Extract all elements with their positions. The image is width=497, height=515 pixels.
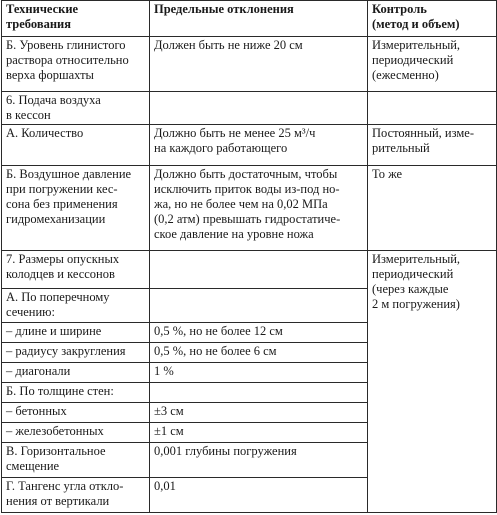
deviation-cell: ±3 см bbox=[150, 403, 368, 423]
deviation-cell: Должно быть достаточным, чтобы исключить приток воды из-под но- жа, но не более чем на 0,02 МПа (0,2 атм) превышать гидростатиче- ское давление на уровне ножа bbox=[150, 166, 368, 251]
table-row bbox=[2, 37, 497, 92]
deviation-cell bbox=[150, 383, 368, 403]
requirement-cell: Б. Уровень глинистого раствора относительно верха форшахты bbox=[2, 37, 150, 92]
deviation-cell: 0,01 bbox=[150, 478, 368, 513]
deviation-cell: 0,5 %, но не более 6 см bbox=[150, 343, 368, 363]
requirement-cell: – длине и ширине bbox=[2, 323, 150, 343]
requirement-cell: – радиусу закругления bbox=[2, 343, 150, 363]
deviation-cell bbox=[150, 92, 368, 125]
requirement-cell: Г. Тангенс угла откло- нения от вертикали bbox=[2, 478, 150, 513]
control-cell: Постоянный, изме- рительный bbox=[368, 125, 497, 166]
deviation-cell: Должно быть не менее 25 м³/ч на каждого работающего bbox=[150, 125, 368, 166]
requirement-cell: 7. Размеры опускных колодцев и кессонов bbox=[2, 251, 150, 289]
deviation-cell: 1 % bbox=[150, 363, 368, 383]
table-row bbox=[2, 92, 497, 125]
control-cell bbox=[368, 92, 497, 125]
deviation-cell bbox=[150, 289, 368, 323]
requirement-cell: Б. Воздушное давление при погружении кес- сона без применения гидромеханизации bbox=[2, 166, 150, 251]
deviation-cell: 0,001 глубины погружения bbox=[150, 443, 368, 478]
deviation-cell: Должен быть не ниже 20 см bbox=[150, 37, 368, 92]
table-row bbox=[2, 125, 497, 166]
requirement-cell: – диагонали bbox=[2, 363, 150, 383]
requirement-cell: А. Количество bbox=[2, 125, 150, 166]
header-row bbox=[2, 1, 497, 37]
requirement-cell: – бетонных bbox=[2, 403, 150, 423]
table-row bbox=[2, 251, 497, 289]
requirement-cell: А. По поперечному сечению: bbox=[2, 289, 150, 323]
requirement-cell: 6. Подача воздуха в кессон bbox=[2, 92, 150, 125]
requirement-cell: – железобетонных bbox=[2, 423, 150, 443]
deviation-cell bbox=[150, 251, 368, 289]
control-cell: Измерительный, периодический (ежесменно) bbox=[368, 37, 497, 92]
deviation-cell: ±1 см bbox=[150, 423, 368, 443]
header-control: Контроль (метод и объем) bbox=[368, 1, 497, 37]
control-cell: Измерительный, периодический (через каждые 2 м погружения) bbox=[368, 251, 497, 513]
control-cell: То же bbox=[368, 166, 497, 251]
requirements-table bbox=[1, 0, 497, 513]
deviation-cell: 0,5 %, но не более 12 см bbox=[150, 323, 368, 343]
requirement-cell: Б. По толщине стен: bbox=[2, 383, 150, 403]
requirement-cell: В. Горизонтальное смещение bbox=[2, 443, 150, 478]
header-deviations: Предельные отклонения bbox=[150, 1, 368, 37]
header-requirements: Технические требования bbox=[2, 1, 150, 37]
table-row bbox=[2, 166, 497, 251]
